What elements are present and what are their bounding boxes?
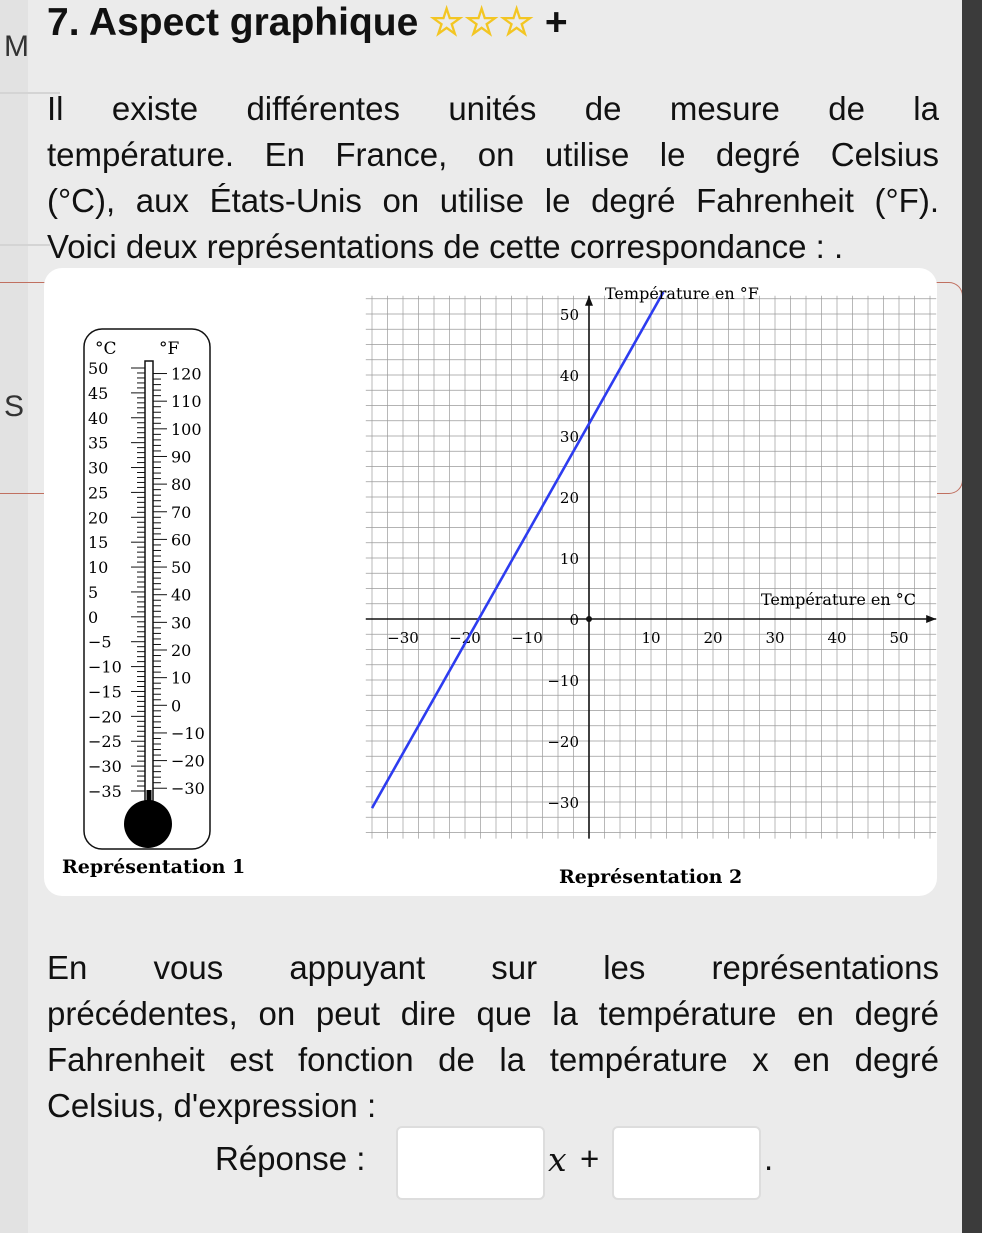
x-tick-label: −30 (387, 629, 419, 647)
celsius-tick-label: 50 (88, 359, 109, 378)
y-tick-label: 10 (559, 550, 579, 568)
answer-coefficient-input[interactable] (396, 1126, 545, 1200)
fahrenheit-tick-label: 30 (171, 613, 192, 633)
thermometer (84, 329, 210, 849)
y-tick-label: 30 (559, 428, 579, 446)
fahrenheit-tick-label: 120 (171, 364, 202, 384)
celsius-tick-label: −15 (88, 682, 122, 702)
intro-line: température. En France, on utilise le degré Celsius (47, 136, 939, 173)
fahrenheit-tick-label: 90 (171, 447, 192, 467)
side-letter: M (4, 30, 29, 63)
fahrenheit-tick-label: 70 (171, 502, 192, 522)
x-tick-label: 50 (889, 629, 909, 647)
fahrenheit-tick-label: 0 (171, 696, 182, 716)
fahrenheit-tick-label: −20 (171, 751, 205, 771)
answer-end: . (764, 1140, 774, 1177)
y-tick-label: −20 (547, 733, 579, 751)
answer-variable: x (548, 1140, 567, 1179)
fahrenheit-tick-label: 50 (171, 558, 192, 578)
intro-line: (°C), aux États-Unis on utilise le degré Fahrenheit (°F). (47, 182, 939, 219)
divider (0, 244, 50, 246)
question-line: précédentes, on peut dire que la température en degré (47, 995, 939, 1032)
caption-representation-2: Représentation 2 (559, 866, 743, 888)
x-tick-label: 40 (827, 629, 847, 647)
answer-label: Réponse : (215, 1140, 366, 1177)
side-panel (0, 0, 28, 1233)
celsius-tick-label: 0 (88, 607, 99, 627)
y-tick-label: −30 (547, 794, 579, 812)
celsius-tick-label: 30 (88, 458, 109, 478)
title-text: 7. Aspect graphique (47, 1, 419, 44)
question-line: Celsius, d'expression : (47, 1087, 377, 1124)
fahrenheit-tick-label: 80 (171, 475, 192, 495)
question-line: En vous appuyant sur les représentations (47, 949, 939, 986)
chart-title: Température en °F (605, 284, 759, 303)
y-tick-label: 0 (569, 611, 579, 629)
chart-xlabel: Température en °C (761, 590, 917, 609)
fahrenheit-tick-label: 40 (171, 585, 192, 605)
chart-grid (366, 296, 936, 839)
celsius-tick-label: 45 (88, 383, 109, 403)
y-axis-arrow-icon (585, 296, 593, 306)
x-tick-label: −20 (449, 629, 481, 647)
fahrenheit-tick-label: −30 (171, 779, 205, 799)
celsius-tick-label: 25 (88, 483, 109, 503)
fahrenheit-tick-label: −10 (171, 723, 205, 743)
intro-line: Il existe différentes unités de mesure de la (47, 90, 939, 127)
y-tick-label: 20 (559, 489, 579, 507)
celsius-tick-label: 5 (88, 582, 99, 602)
celsius-tick-label: −25 (88, 732, 122, 752)
title-plus: + (544, 1, 568, 44)
x-tick-label: −10 (511, 629, 543, 647)
celsius-tick-label: 15 (88, 533, 109, 553)
origin-point (586, 616, 592, 622)
x-tick-label: 30 (765, 629, 785, 647)
celsius-tick-label: 40 (88, 408, 109, 428)
question-text (47, 945, 939, 1129)
exercise-title (47, 0, 568, 45)
thermometer-tube (145, 361, 153, 801)
representations-card (44, 268, 937, 896)
answer-plus: + (580, 1140, 600, 1177)
difficulty-stars-icon: ☆☆☆ (429, 1, 535, 44)
intro-text (47, 86, 939, 270)
celsius-tick-label: 10 (88, 558, 109, 578)
caption-representation-1: Représentation 1 (62, 856, 246, 878)
scrollbar-track (962, 0, 982, 1233)
question-line: Fahrenheit est fonction de la température x en degré (47, 1041, 939, 1078)
celsius-tick-label: 35 (88, 433, 109, 453)
celsius-tick-label: −30 (88, 757, 122, 777)
x-tick-label: 20 (703, 629, 723, 647)
y-tick-label: 40 (559, 367, 579, 385)
answer-constant-input[interactable] (612, 1126, 761, 1200)
side-letter: S (4, 390, 25, 423)
thermometer-bulb (124, 800, 172, 848)
fahrenheit-unit: °F (159, 339, 180, 359)
y-tick-label: 50 (559, 306, 579, 324)
fahrenheit-tick-label: 110 (171, 392, 202, 412)
celsius-unit: °C (95, 339, 117, 359)
intro-line: Voici deux représentations de cette correspondance : . (47, 228, 844, 265)
x-tick-label: 10 (641, 629, 661, 647)
fahrenheit-tick-label: 20 (171, 641, 192, 660)
x-axis-arrow-icon (926, 615, 936, 623)
celsius-tick-label: 20 (88, 508, 109, 528)
y-tick-label: −10 (547, 672, 579, 690)
celsius-tick-label: −10 (88, 657, 122, 677)
fahrenheit-tick-label: 10 (171, 668, 192, 688)
fahrenheit-tick-label: 100 (171, 419, 202, 439)
representations-figure (44, 268, 937, 896)
celsius-tick-label: −20 (88, 707, 122, 727)
fahrenheit-tick-label: 60 (171, 530, 192, 550)
celsius-tick-label: −5 (88, 632, 112, 652)
celsius-tick-label: −35 (88, 782, 122, 801)
